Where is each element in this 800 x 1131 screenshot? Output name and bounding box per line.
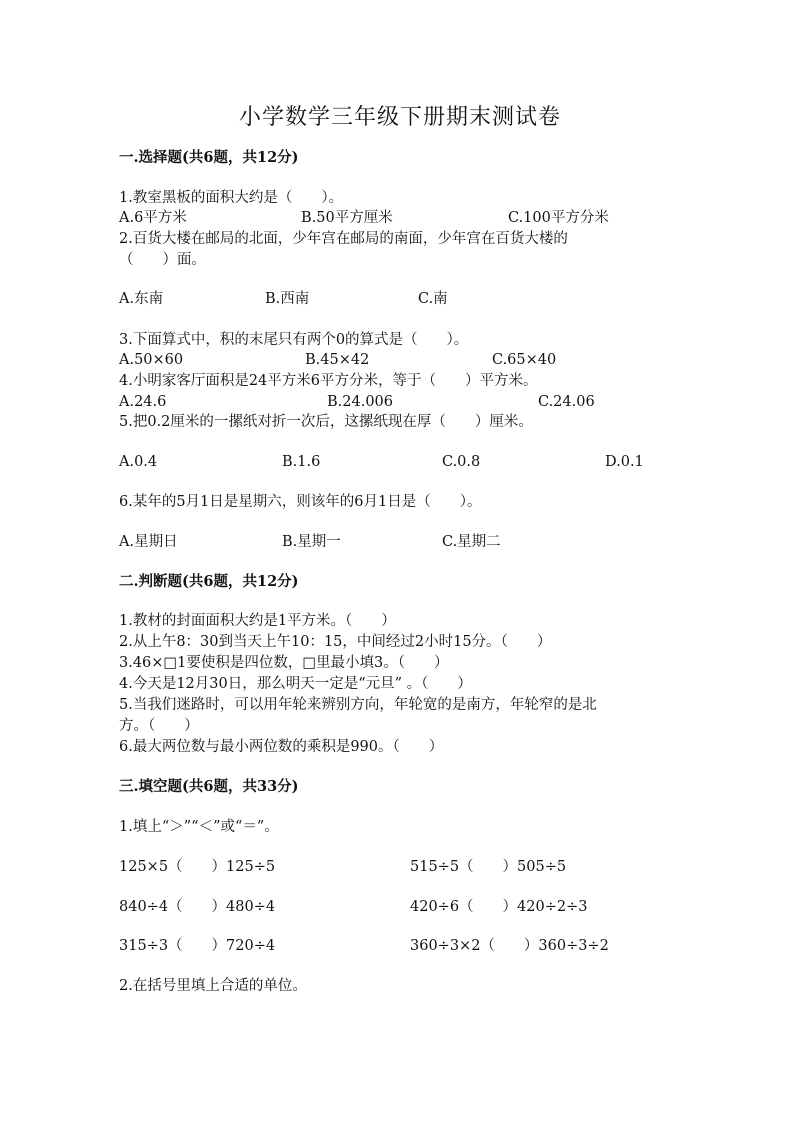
question-text: 5.把0.2厘米的一摞纸对折一次后，这摞纸现在厚（ ）厘米。 xyxy=(119,414,533,430)
option-b: B.西南 xyxy=(265,291,310,307)
option-c: C.0.8 xyxy=(442,454,481,470)
question-text: 1.教材的封面面积大约是1平方米。（ ） xyxy=(119,613,396,629)
question-text: 1.教室黑板的面积大约是（ ）。 xyxy=(119,190,344,206)
option-b: B.50平方厘米 xyxy=(301,210,393,226)
option-a: A.50×60 xyxy=(119,352,184,368)
option-b: B.星期一 xyxy=(282,534,341,550)
question-text: 5.当我们迷路时，可以用年轮来辨别方向，年轮宽的是南方，年轮窄的是北 xyxy=(119,697,597,713)
option-b: B.1.6 xyxy=(282,454,321,470)
question-text-continued: （ ）面。 xyxy=(119,252,206,268)
question-text: 3.下面算式中，积的末尾只有两个0的算式是（ ）。 xyxy=(119,332,469,348)
question-text: 3.46×□1要使积是四位数，□里最小填3。（ ） xyxy=(119,655,449,671)
question-text: 6.某年的5月1日是星期六，则该年的6月1日是（ ）。 xyxy=(119,494,482,510)
option-a: A.星期日 xyxy=(119,534,178,550)
option-a: A.6平方米 xyxy=(119,210,187,226)
compare-item: 420÷6（ ）420÷2÷3 xyxy=(410,899,588,915)
option-a: A.0.4 xyxy=(119,454,158,470)
option-c: C.65×40 xyxy=(492,352,557,368)
compare-item: 315÷3（ ）720÷4 xyxy=(119,938,276,954)
compare-item: 840÷4（ ）480÷4 xyxy=(119,899,276,915)
section-heading-judge: 二.判断题(共6题，共12分) xyxy=(119,573,299,590)
compare-item: 515÷5（ ）505÷5 xyxy=(410,859,567,875)
option-a: A.24.6 xyxy=(119,394,167,410)
section-heading-choice: 一.选择题(共6题，共12分) xyxy=(119,149,299,166)
page-title: 小学数学三年级下册期末测试卷 xyxy=(238,105,561,130)
question-text: 2.在括号里填上合适的单位。 xyxy=(119,978,307,994)
question-text: 1.填上“＞”“＜”或“＝”。 xyxy=(119,819,279,835)
question-text-continued: 方。（ ） xyxy=(119,718,199,734)
compare-item: 360÷3×2（ ）360÷3÷2 xyxy=(410,938,609,954)
option-d: D.0.1 xyxy=(605,454,644,470)
option-c: C.100平方分米 xyxy=(508,210,609,226)
question-text: 4.今天是12月30日，那么明天一定是“元旦” 。（ ） xyxy=(119,676,472,692)
question-text: 2.从上午8：30到当天上午10：15，中间经过2小时15分。（ ） xyxy=(119,634,552,650)
option-b: B.45×42 xyxy=(305,352,370,368)
option-c: C.南 xyxy=(418,291,448,307)
option-a: A.东南 xyxy=(119,291,164,307)
question-text: 4.小明家客厅面积是24平方米6平方分米，等于（ ）平方米。 xyxy=(119,373,538,389)
question-text: 6.最大两位数与最小两位数的乘积是990。（ ） xyxy=(119,739,444,755)
option-c: C.星期二 xyxy=(442,534,501,550)
section-heading-fill: 三.填空题(共6题，共33分) xyxy=(119,778,299,795)
question-text: 2.百货大楼在邮局的北面，少年宫在邮局的南面，少年宫在百货大楼的 xyxy=(119,231,568,247)
option-b: B.24.006 xyxy=(327,394,394,410)
option-c: C.24.06 xyxy=(538,394,595,410)
compare-item: 125×5（ ）125÷5 xyxy=(119,859,276,875)
